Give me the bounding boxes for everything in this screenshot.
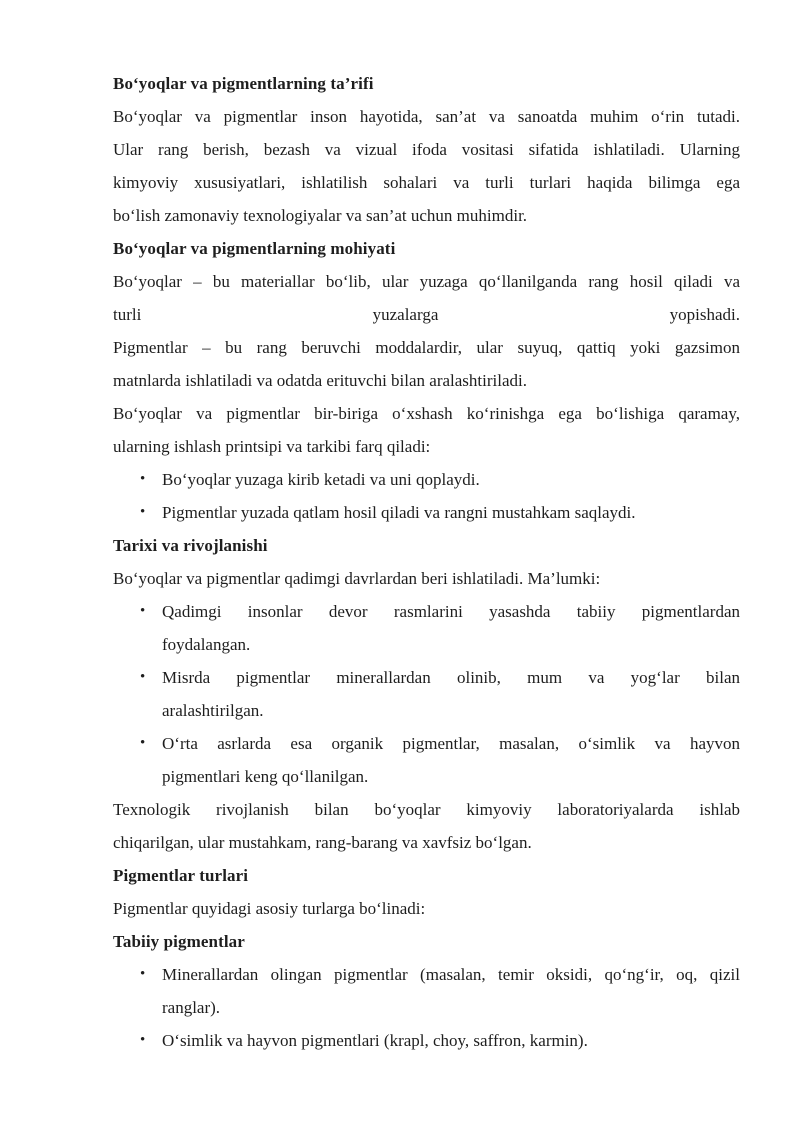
paragraph-line: Pigmentlar quyidagi asosiy turlarga bo‘linadi: [113,899,426,918]
paragraph-line: bo‘lish zamonaviy texnologiyalar va san’at uchun muhimdir. [113,206,528,225]
list-item-text: ranglar). [162,998,221,1017]
section-heading-natural: Tabiiy pigmentlar [113,932,245,951]
list-item-continuation [113,760,740,793]
list-item-text: Pigmentlar yuzada qatlam hosil qiladi va rangni mustahkam saqlaydi. [162,503,636,522]
paragraph-line: Bo‘yoqlar va pigmentlar qadimgi davrlardan beri ishlatiladi. Ma’lumki: [113,569,601,588]
list-item [113,958,740,991]
bullet-icon: • [140,669,146,685]
bullet-icon: • [140,504,146,520]
paragraph-line: Bo‘yoqlar va pigmentlar inson hayotida, san’at va sanoatda muhim o‘rin tutadi. [113,107,740,126]
list-item [113,463,740,496]
list-item-text: aralashtirilgan. [162,701,264,720]
list-item-text: Minerallardan olingan pigmentlar (masalan, temir oksidi, qo‘ng‘ir, oq, qizil [162,965,740,984]
list-item [113,595,740,628]
paragraph-line: chiqarilgan, ular mustahkam, rang-barang va xavfsiz bo‘lgan. [113,833,532,852]
paragraph-line: Pigmentlar – bu rang beruvchi moddalardir, ular suyuq, qattiq yoki gazsimon [113,338,740,357]
list-item-continuation [113,694,740,727]
list-item-text: foydalangan. [162,635,251,654]
list-item-continuation [113,628,740,661]
paragraph-line: kimyoviy xususiyatlari, ishlatilish sohalari va turli turlari haqida bilimga ega [113,173,740,192]
paragraph-line: Ular rang berish, bezash va vizual ifoda vositasi sifatida ishlatiladi. Ularning [113,140,740,159]
list-item [113,661,740,694]
list-item-text: Bo‘yoqlar yuzaga kirib ketadi va uni qoplaydi. [162,470,480,489]
list-item [113,1024,740,1057]
document-content [113,67,740,1057]
list-item [113,496,740,529]
paragraph-line: turli yuzalarga yopishadi. [113,305,740,324]
list-item-continuation [113,991,740,1024]
bullet-icon: • [140,1032,146,1048]
section-heading-history: Tarixi va rivojlanishi [113,536,268,555]
list-item [113,727,740,760]
bullet-icon: • [140,603,146,619]
bullet-icon: • [140,966,146,982]
section-heading-definition: Bo‘yoqlar va pigmentlarning ta’rifi [113,74,374,93]
list-item-text: O‘rta asrlarda esa organik pigmentlar, masalan, o‘simlik va hayvon [162,734,740,753]
paragraph-line: Texnologik rivojlanish bilan bo‘yoqlar kimyoviy laboratoriyalarda ishlab [113,800,740,819]
paragraph-line: ularning ishlash printsipi va tarkibi farq qiladi: [113,437,431,456]
list-item-text: pigmentlari keng qo‘llanilgan. [162,767,369,786]
section-heading-essence: Bo‘yoqlar va pigmentlarning mohiyati [113,239,396,258]
list-item-text: Qadimgi insonlar devor rasmlarini yasashda tabiiy pigmentlardan [162,602,740,621]
paragraph-line: matnlarda ishlatiladi va odatda erituvchi bilan aralashtiriladi. [113,371,527,390]
bullet-icon: • [140,471,146,487]
paragraph-line: Bo‘yoqlar va pigmentlar bir-biriga o‘xshash ko‘rinishga ega bo‘lishiga qaramay, [113,404,740,423]
bullet-icon: • [140,735,146,751]
paragraph-line: Bo‘yoqlar – bu materiallar bo‘lib, ular yuzaga qo‘llanilganda rang hosil qiladi va [113,272,740,291]
list-item-text: O‘simlik va hayvon pigmentlari (krapl, choy, saffron, karmin). [162,1031,588,1050]
list-item-text: Misrda pigmentlar minerallardan olinib, mum va yog‘lar bilan [162,668,740,687]
section-heading-types: Pigmentlar turlari [113,866,249,885]
